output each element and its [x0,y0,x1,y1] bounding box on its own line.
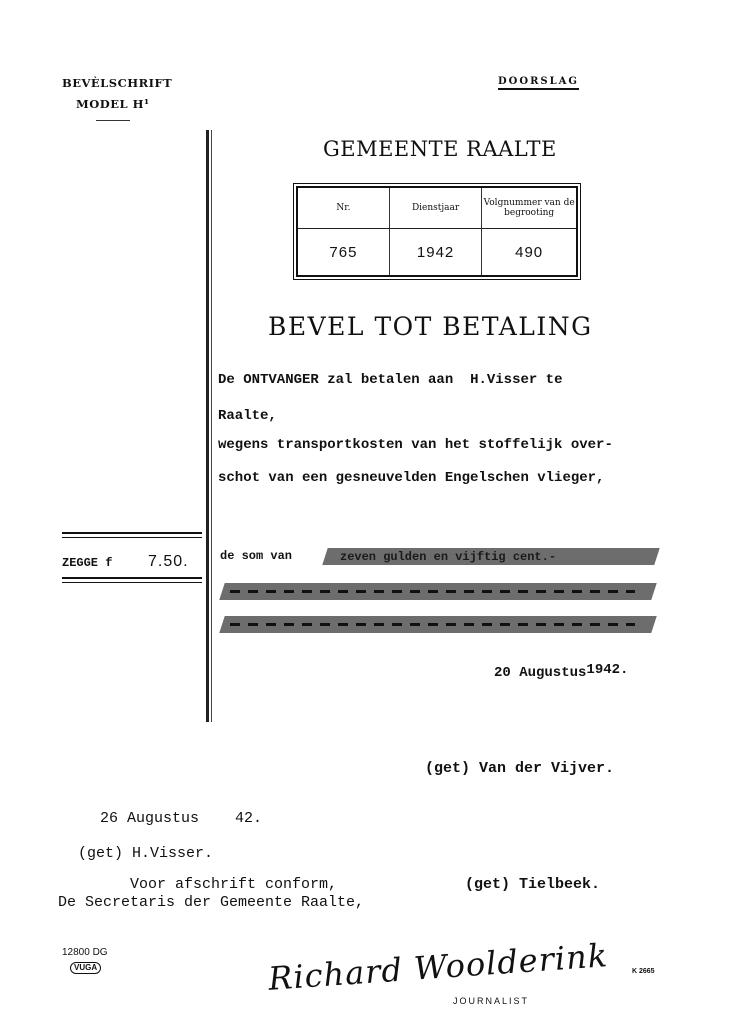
amount-rule-top [62,532,202,534]
body-line-3: wegens transportkosten van het stoffelijk over- [218,437,613,453]
issue-date [494,662,629,681]
copy-certification: Voor afschrift conform, [130,876,338,893]
receipt-date-year: 42. [235,810,263,827]
header-dienstjaar: Dienstjaar [389,187,481,229]
sum-prefix: de som van [220,549,293,563]
reference-table [296,186,578,277]
header-nr: Nr. [297,187,389,229]
value-dienstjaar: 1942 [389,229,481,277]
amount-rule-top-2 [62,537,202,538]
issue-date-day-month: 20 Augustus [494,665,587,681]
payee-name: H.Visser te [470,372,563,388]
printer-mark: VUGA [70,962,101,974]
amount-rule-bottom [62,577,202,579]
body-line-2: Raalte, [218,408,277,424]
issue-date-year: 1942. [586,662,629,678]
payment-instruction: De ONTVANGER zal betalen aan [218,372,454,388]
receipt-date-day: 26 Augustus [100,810,200,827]
amount-rule-bottom-2 [62,582,202,583]
value-volgnummer: 490 [482,229,577,277]
vertical-divider [206,130,209,722]
secretary-signature: (get) Tielbeek. [465,876,601,893]
form-model-label: MODEL H¹ [76,97,150,111]
sum-fill-dashes-2 [230,623,635,626]
value-nr: 765 [297,229,389,277]
vertical-divider-thin [211,130,212,722]
copy-label: DOORSLAG [498,76,579,90]
amount-value: 7.50. [148,553,189,570]
header-volgnummer: Volgnummer van de begrooting [482,187,577,229]
secretary-title: De Secretaris der Gemeente Raalte, [58,894,365,911]
watermark-subtitle: JOURNALIST [453,996,530,1006]
mayor-signature: (get) Van der Vijver. [425,760,615,777]
model-underline [96,120,130,121]
sum-in-words: zeven gulden en vijftig cent.- [340,550,557,564]
form-type-label: BEVÈLSCHRIFT [62,76,173,90]
print-run: 12800 DG [62,947,108,958]
receipt-date [100,810,262,827]
body-line-4: schot van een gesneuvelden Engelschen vlieger, [218,470,605,486]
amount-label: ZEGGE f [62,556,113,570]
document-title: BEVEL TOT BETALING [268,312,593,341]
sum-fill-dashes-1 [230,590,635,593]
payee-signature: (get) H.Visser. [78,845,214,862]
form-code: K 2665 [632,968,655,975]
watermark-signature: Richard Woolderink [267,936,610,998]
body-line-1 [218,372,562,388]
municipality-title: GEMEENTE RAALTE [323,137,557,161]
